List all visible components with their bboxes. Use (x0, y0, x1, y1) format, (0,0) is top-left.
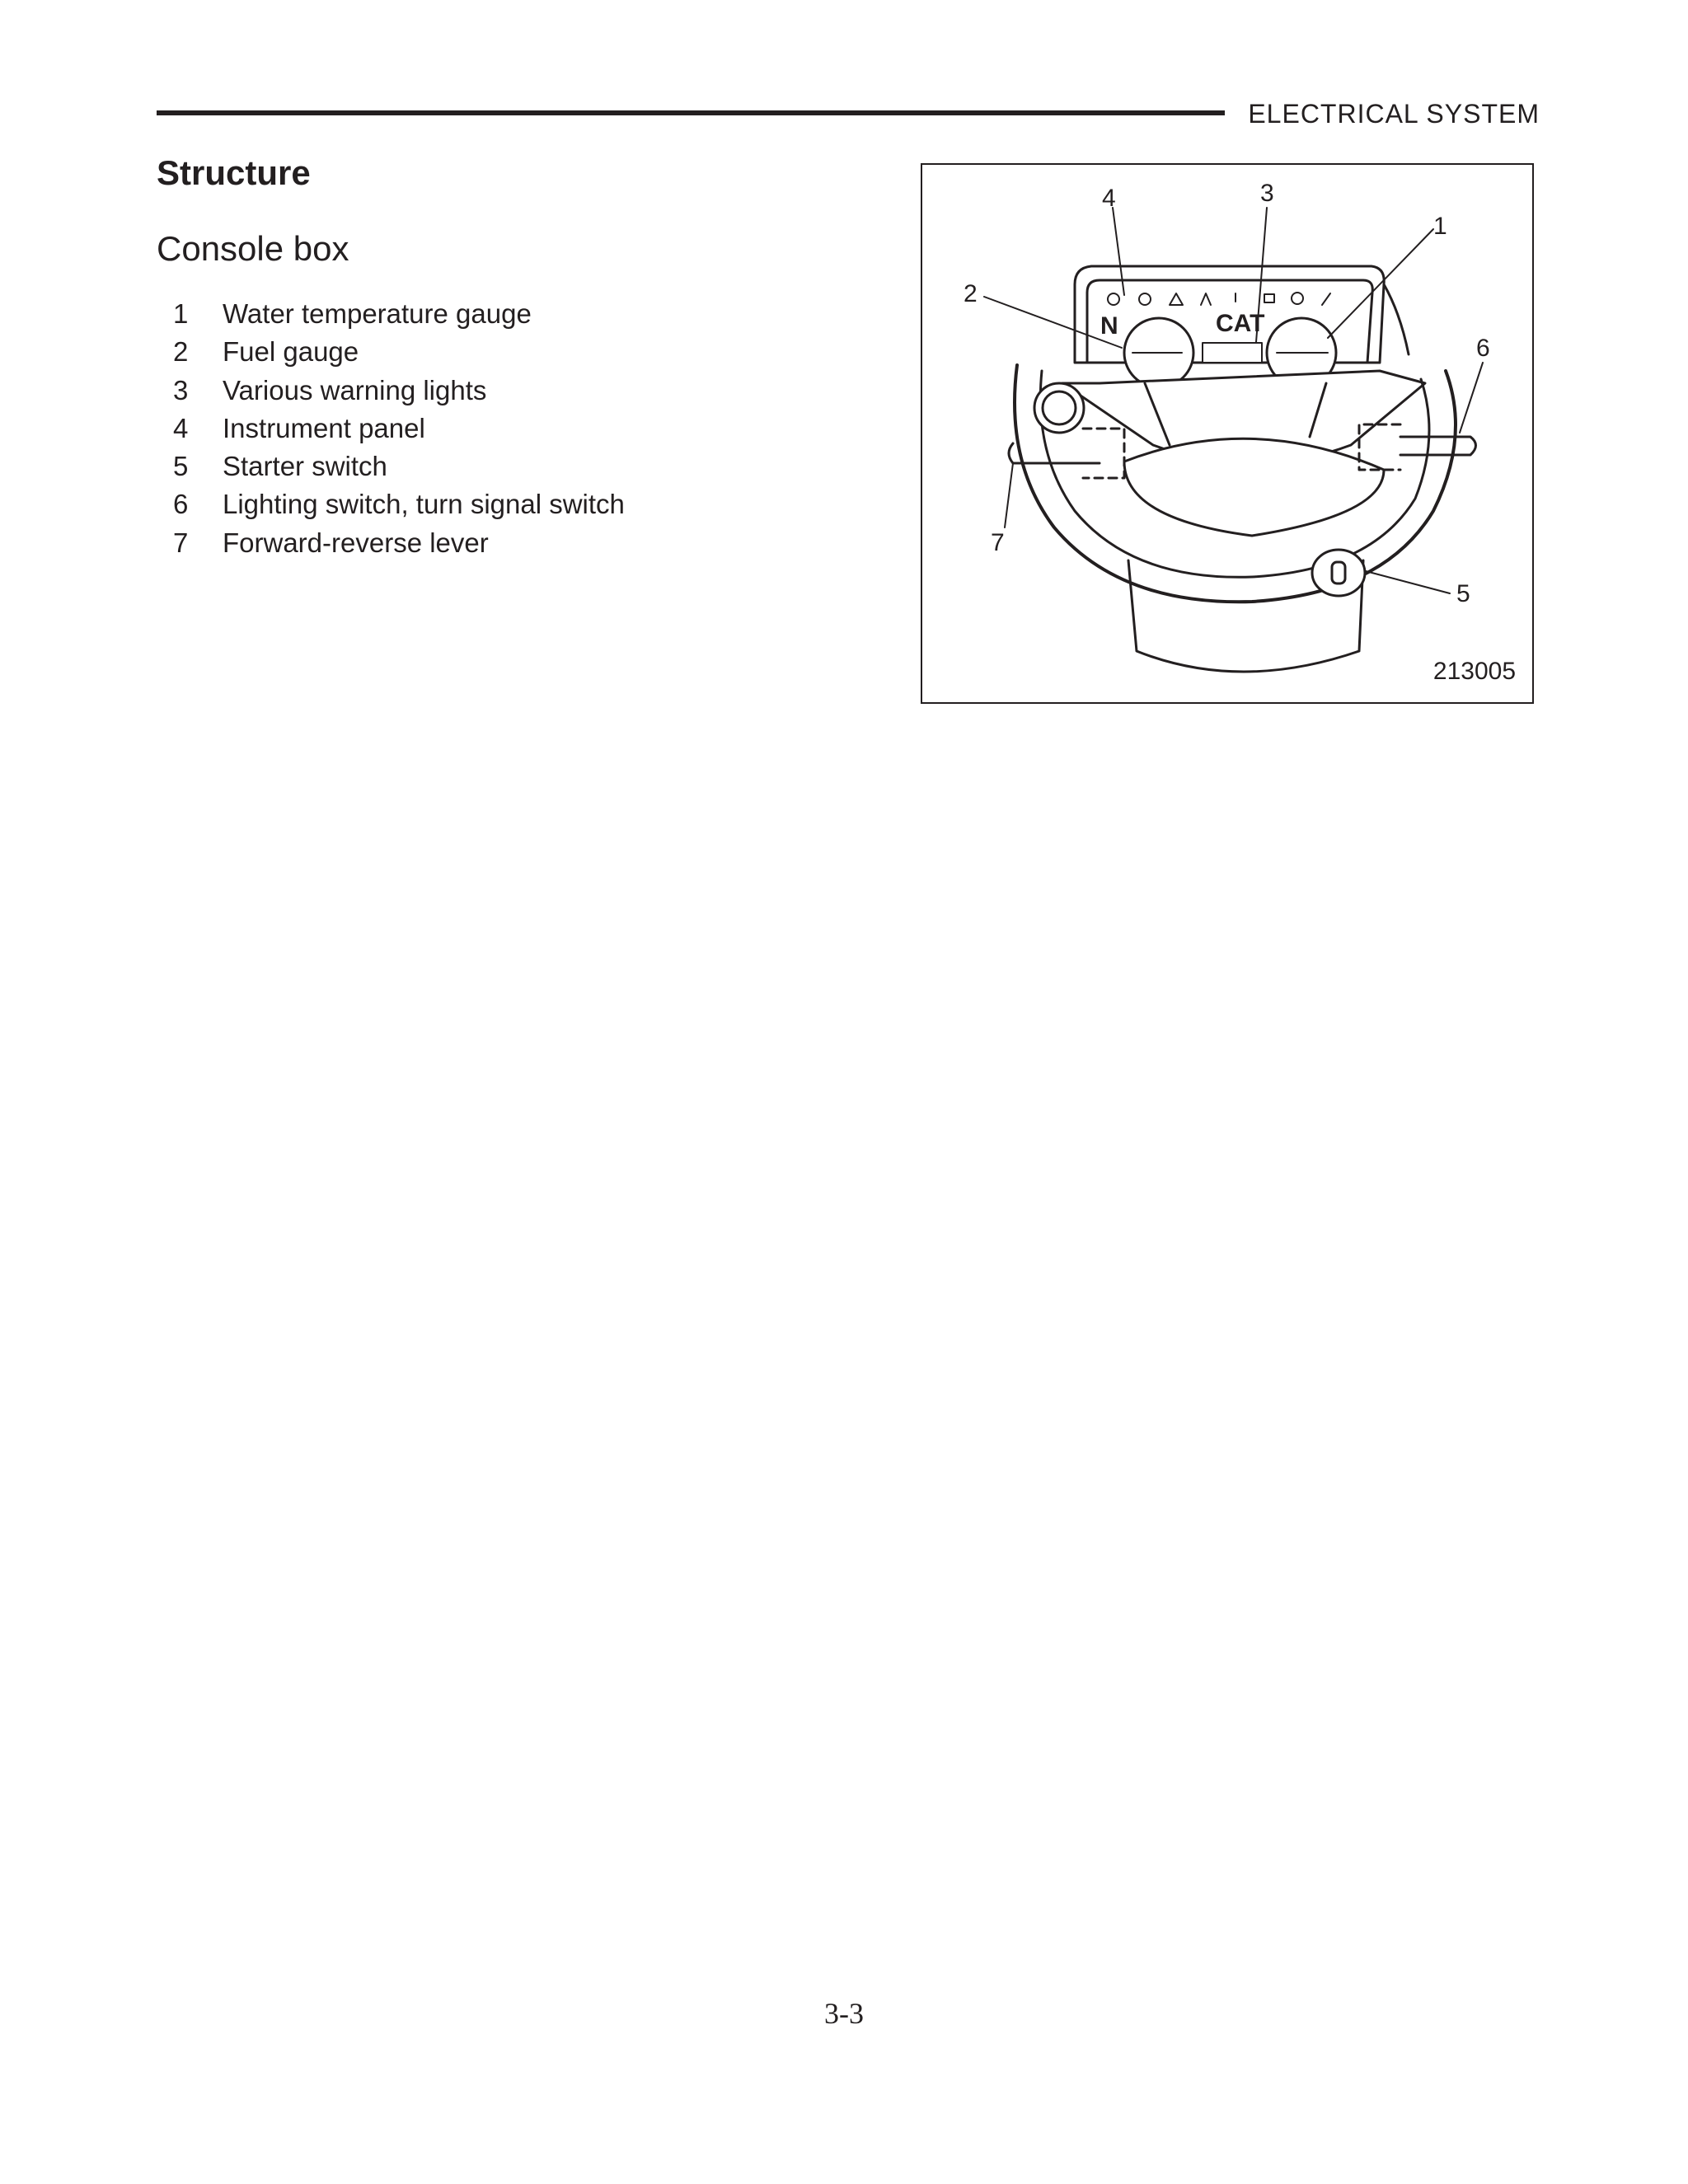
item-number: 1 (173, 298, 189, 329)
subsection-title: Console box (157, 229, 349, 268)
list-item (173, 524, 625, 562)
item-label: Lighting switch, turn signal switch (223, 489, 625, 520)
parts-list (173, 295, 625, 562)
item-label: Instrument panel (223, 412, 425, 443)
item-label: Forward-reverse lever (223, 527, 489, 558)
list-item (173, 295, 625, 333)
item-number: 4 (173, 412, 189, 443)
list-item (173, 333, 625, 371)
callout-2: 2 (964, 280, 978, 307)
steering-hub (1124, 438, 1384, 536)
item-number: 3 (173, 374, 189, 405)
page-number: 3-3 (824, 1997, 864, 2030)
item-number: 5 (173, 451, 189, 482)
leader-line-6 (1460, 363, 1483, 433)
header-rule (157, 110, 1225, 115)
item-label: Water temperature gauge (223, 298, 532, 329)
housing-side (1384, 284, 1409, 354)
console-box-figure (921, 163, 1534, 704)
hour-meter (1203, 343, 1262, 363)
callout-1: 1 (1433, 213, 1447, 240)
item-label: Fuel gauge (223, 336, 359, 368)
item-number: 7 (173, 527, 189, 558)
figure-number: 213005 (1432, 658, 1516, 685)
key-slot (1332, 562, 1345, 583)
console-illustration (922, 165, 1532, 702)
running-header: ELECTRICAL SYSTEM (1248, 99, 1540, 129)
lighting-switch-lever (1400, 437, 1476, 455)
cat-logo: CAT (1216, 310, 1265, 337)
gear-indicator-label: N (1100, 312, 1118, 340)
item-number: 6 (173, 489, 189, 520)
callout-7: 7 (991, 529, 1005, 556)
callout-5: 5 (1456, 580, 1470, 607)
list-item (173, 448, 625, 485)
callout-4: 4 (1102, 185, 1116, 212)
item-number: 2 (173, 336, 189, 368)
leader-line-5 (1366, 571, 1450, 593)
list-item (173, 485, 625, 523)
callout-6: 6 (1476, 335, 1490, 362)
callout-3: 3 (1260, 180, 1274, 207)
list-item (173, 372, 625, 410)
section-title: Structure (157, 153, 311, 192)
item-label: Starter switch (223, 451, 387, 482)
item-label: Various warning lights (223, 374, 487, 405)
list-item (173, 410, 625, 448)
lever-housing-left (1083, 429, 1124, 478)
leader-line-7 (1005, 463, 1013, 527)
